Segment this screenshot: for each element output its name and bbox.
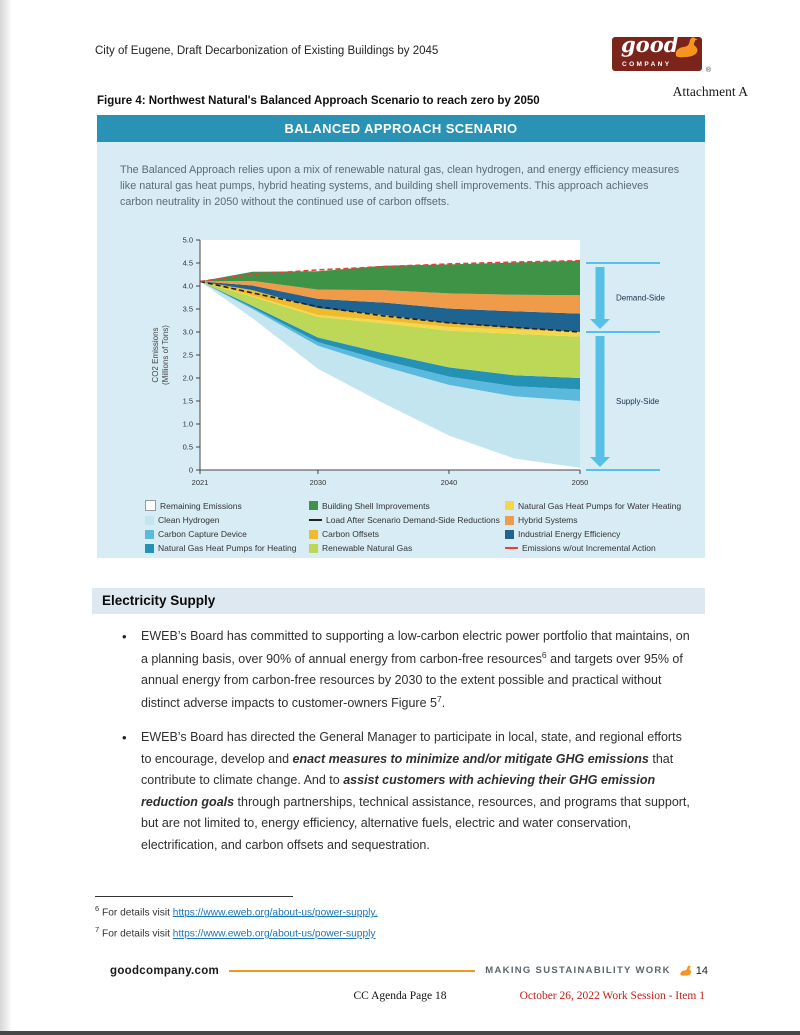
- footer-divider-line: [229, 970, 475, 972]
- y-tick-label: 4.0: [182, 281, 193, 291]
- legend-label: Carbon Capture Device: [158, 529, 247, 539]
- demand-side-label: Demand-Side: [616, 293, 665, 303]
- legend-item: [309, 500, 501, 511]
- y-tick-label: 5.0: [182, 235, 193, 245]
- y-tick-label: 3.5: [182, 304, 193, 314]
- footnote-link[interactable]: https://www.eweb.org/about-us/power-supply: [172, 928, 376, 940]
- legend-swatch: [145, 500, 156, 511]
- goose-icon: [678, 963, 693, 978]
- legend-item: [505, 500, 685, 511]
- footer-site: goodcompany.com: [110, 964, 220, 977]
- footnote: [95, 924, 378, 942]
- chart-legend: [145, 500, 685, 553]
- legend-swatch: [505, 516, 514, 525]
- bullet-text: through partnerships, technical assistance, resources, and programs that support, but are not limited to, energy efficiency, alternative fuels, electric and water conservation, electrification, and carbon offsets and sequestration.: [141, 794, 690, 852]
- footnote-marker: 7: [95, 925, 100, 935]
- footnote-text: For details visit: [99, 928, 173, 940]
- footnote-ref: 6: [541, 649, 547, 660]
- legend-swatch: [309, 530, 318, 539]
- registered-mark: ®: [705, 67, 711, 74]
- legend-item: [145, 500, 305, 511]
- x-tick-label: 2021: [191, 478, 209, 487]
- section-heading-electricity-supply: Electricity Supply: [92, 588, 705, 614]
- legend-item: [505, 543, 685, 553]
- y-tick-label: 2.0: [182, 373, 193, 383]
- page-footer: [110, 963, 708, 978]
- logo-good-text: good: [621, 32, 679, 57]
- bullet-item: [115, 727, 693, 856]
- bullet-text: EWEB’s Board has directed the General Manager to participate in local, state, and regional efforts to encourage, develop and: [141, 730, 682, 766]
- arrow-shaft: [596, 267, 605, 319]
- page-bottom-edge: [0, 1031, 800, 1035]
- legend-label: Clean Hydrogen: [158, 515, 220, 525]
- arrow-shaft: [596, 336, 605, 457]
- footnote-text: For details visit: [99, 907, 173, 919]
- legend-label: Industrial Energy Efficiency: [518, 529, 621, 539]
- bullet-text: enact measures to minimize and/or mitigate GHG emissions: [292, 751, 649, 766]
- legend-label: Renewable Natural Gas: [322, 543, 413, 553]
- y-tick-label: 0.5: [182, 442, 193, 452]
- scenario-title: BALANCED APPROACH SCENARIO: [97, 115, 705, 142]
- legend-label: Natural Gas Heat Pumps for Water Heating: [518, 500, 682, 511]
- legend-item: [145, 543, 305, 553]
- legend-swatch: [505, 530, 514, 539]
- bullet-item: [115, 626, 693, 714]
- bullet-text: and targets over 95% of annual energy from carbon-free resources by 2030 to the extent possible and practical without distinct adverse impacts to customer-owners Figure 5: [141, 651, 683, 710]
- page-number: 14: [695, 964, 708, 977]
- legend-item: [309, 529, 501, 539]
- arrow-head-icon: [590, 319, 610, 329]
- legend-label: Natural Gas Heat Pumps for Heating: [158, 543, 297, 553]
- legend-label: Carbon Offsets: [322, 529, 380, 539]
- figure-caption: Figure 4: Northwest Natural's Balanced Approach Scenario to reach zero by 2050: [97, 95, 540, 107]
- logo-company-text: COMPANY: [622, 61, 672, 68]
- arrow-head-icon: [590, 457, 610, 467]
- x-tick-label: 2040: [440, 478, 458, 487]
- legend-label: Load After Scenario Demand-Side Reductions: [326, 515, 500, 525]
- legend-item: [505, 529, 685, 539]
- legend-swatch: [309, 519, 322, 522]
- footer-tagline: MAKING SUSTAINABILITY WORK: [485, 965, 671, 976]
- legend-label: Emissions w/out Incremental Action: [522, 543, 656, 553]
- good-company-logo: [612, 32, 711, 74]
- agenda-page-label: CC Agenda Page 18: [353, 990, 447, 1002]
- legend-swatch: [145, 544, 154, 553]
- y-axis-title: CO2 Emissions(Millions of Tons): [151, 325, 170, 385]
- legend-item: [145, 515, 305, 525]
- legend-item: [145, 529, 305, 539]
- legend-label: Hybrid Systems: [518, 515, 578, 525]
- scenario-description: The Balanced Approach relies upon a mix of renewable natural gas, clean hydrogen, and energy efficiency measures like natural gas heat pumps, hybrid heating systems, and building shell improvements. This approach achieves carbon neutrality in 2050 without the continued use of carbon offsets.: [120, 164, 680, 209]
- legend-swatch: [309, 544, 318, 553]
- bullet-list: [115, 626, 693, 869]
- footnote-link[interactable]: https://www.eweb.org/about-us/power-supply.: [172, 907, 378, 919]
- bullet-text: EWEB’s Board has committed to supporting a low-carbon electric power portfolio that maintains, on a planning basis, over 90% of annual energy from carbon-free resources: [141, 629, 690, 666]
- y-tick-label: 3.0: [182, 327, 193, 337]
- goose-icon: [671, 30, 701, 64]
- work-session-label: October 26, 2022 Work Session - Item 1: [519, 990, 705, 1002]
- legend-swatch: [145, 530, 154, 539]
- y-tick-label: 0: [188, 465, 193, 475]
- legend-item: [309, 543, 501, 553]
- x-tick-label: 2030: [309, 478, 327, 487]
- document-title: City of Eugene, Draft Decarbonization of Existing Buildings by 2045: [95, 45, 439, 57]
- legend-label: Remaining Emissions: [160, 500, 242, 511]
- legend-item: [505, 515, 685, 525]
- footnote-ref: 7: [436, 693, 442, 704]
- supply-side-label: Supply-Side: [616, 397, 660, 406]
- bullet-text: that contribute to climate change. And to: [141, 751, 674, 788]
- x-tick-label: 2050: [571, 478, 589, 487]
- footnote-divider: [95, 896, 293, 897]
- footnote-marker: 6: [95, 904, 100, 913]
- page-edge-shadow: [0, 0, 12, 1035]
- scenario-panel: [97, 115, 705, 558]
- y-tick-label: 2.5: [182, 350, 193, 360]
- legend-swatch: [505, 501, 514, 510]
- legend-item: [309, 515, 501, 525]
- bullet-text: .: [441, 695, 446, 710]
- y-tick-label: 4.5: [182, 258, 193, 268]
- legend-swatch: [309, 501, 318, 510]
- y-tick-label: 1.0: [182, 419, 193, 429]
- attachment-label: Attachment A: [672, 84, 748, 99]
- legend-label: Building Shell Improvements: [322, 500, 430, 511]
- footnote: [95, 903, 378, 921]
- y-tick-label: 1.5: [182, 396, 193, 406]
- footnotes: [95, 903, 378, 945]
- legend-swatch: [505, 547, 518, 550]
- emissions-chart: [142, 233, 682, 493]
- legend-swatch: [145, 516, 154, 525]
- bullet-text: assist customers with achieving their GHG emission reduction goals: [141, 773, 656, 809]
